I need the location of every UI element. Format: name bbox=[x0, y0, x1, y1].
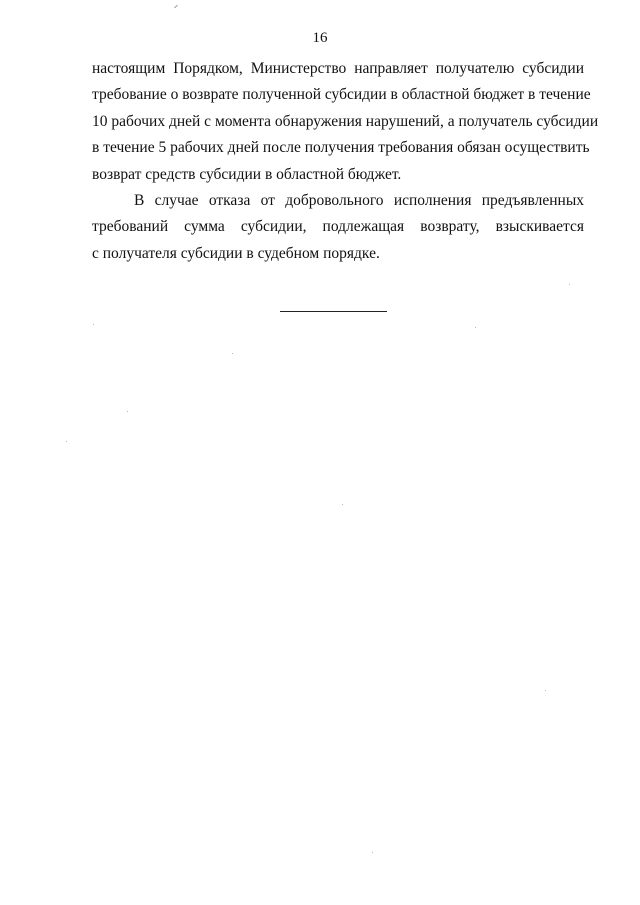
text-line: требование о возврате полученной субсидии в областной бюджет в течение bbox=[92, 86, 591, 104]
end-rule bbox=[280, 311, 387, 312]
text-line: с получателя субсидии в судебном порядке. bbox=[92, 244, 380, 262]
page-number: 16 bbox=[312, 30, 328, 46]
paragraph-1 bbox=[92, 56, 599, 188]
scan-speck bbox=[545, 690, 546, 691]
scan-speck bbox=[342, 504, 343, 505]
scan-mark bbox=[174, 5, 178, 9]
scan-speck bbox=[475, 327, 476, 328]
text-line: В случае отказа от добровольного исполнения предъявленных bbox=[134, 191, 584, 209]
scan-speck bbox=[93, 324, 94, 325]
text-line: возврат средств субсидии в областной бюджет. bbox=[92, 165, 402, 183]
text-line: настоящим Порядком, Министерство направляет получателю субсидии bbox=[92, 60, 584, 77]
text-line: требований сумма субсидии, подлежащая возврату, взыскивается bbox=[92, 218, 584, 236]
scan-speck bbox=[127, 411, 128, 412]
text-line: 10 рабочих дней с момента обнаружения нарушений, а получатель субсидии bbox=[92, 112, 599, 130]
text-line: в течение 5 рабочих дней после получения требования обязан осуществить bbox=[92, 139, 590, 157]
scan-speck bbox=[66, 441, 67, 442]
document-body bbox=[92, 56, 599, 267]
scan-speck bbox=[569, 284, 570, 285]
paragraph-2 bbox=[92, 188, 584, 267]
scan-speck bbox=[372, 852, 373, 853]
scan-speck bbox=[232, 353, 233, 354]
